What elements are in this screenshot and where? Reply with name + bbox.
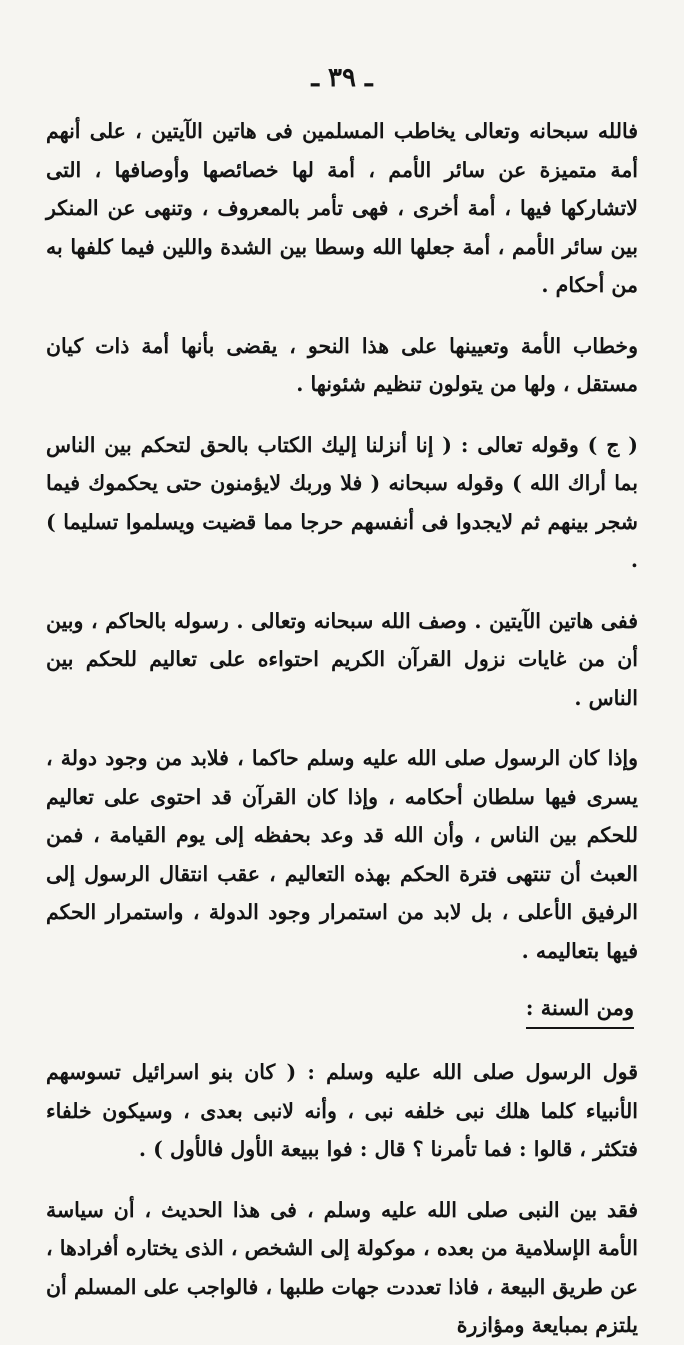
paragraph-state-continuity: وإذا كان الرسول صلى الله عليه وسلم حاكما ، فلابد من وجود دولة ، يسرى فيها سلطان أحكامه ، وإذا كان القرآن قد احتوى على تعاليم للحكم بين الناس ، وأن الله قد وعد بحفظه إلى يوم القيامة ، فمن العبث أن تنتهى فترة الحكم بهذه التعاليم ، عقب انتقال الرسول إلى الرفيق الأعلى ، بل لابد من استمرار وجود الدولة ، واستمرار الحكم فيها بتعاليمه . <box>46 746 638 963</box>
paragraph-nation-address: وخطاب الأمة وتعيينها على هذا النحو ، يقضى بأنها أمة ذات كيان مستقل ، ولها من يتولون تنظيم شئونها . <box>46 333 638 396</box>
paragraph-verse-judgement: ( ج ) وقوله تعالى : ( إنا أنزلنا إليك الكتاب بالحق لتحكم بين الناس بما أراك الله ) وقوله سبحانه ( فلا وربك لايؤمنون حتى يحكموك فيما شجر بينهم ثم لايجدوا فى أنفسهم حرجا مما قضيت ويسلموا تسليما ) . <box>46 432 638 572</box>
paragraph-prophet-ruler: ففى هاتين الآيتين . وصف الله سبحانه وتعالى . رسوله بالحاكم ، وبين أن من غايات نزول القرآن الكريم احتواءه على تعاليم للحكم بين الناس . <box>46 608 638 710</box>
paragraph-hadith: قول الرسول صلى الله عليه وسلم : ( كان بنو اسرائيل تسوسهم الأنبياء كلما هلك نبى خلفه نبى ، وأنه لانبى بعدى ، وسيكون خلفاء فتكثر ، قالوا : فما تأمرنا ؟ قال : فوا ببيعة الأول فالأول ) . <box>46 1060 638 1161</box>
section-heading-wrap <box>46 992 638 1029</box>
paragraph-hadith-explanation: فقد بين النبى صلى الله عليه وسلم ، فى هذا الحديث ، أن سياسة الأمة الإسلامية من بعده ، موكولة إلى الشخص ، الذى يختاره أفرادها ، عن طريق البيعة ، فاذا تعددت جهات طلبها ، فالواجب على المسلم أن يلتزم بمبايعة ومؤازرة <box>46 1197 638 1337</box>
section-heading-sunnah: ومن السنة : <box>526 992 634 1029</box>
page-number: ـ ٣٩ ـ <box>311 63 373 93</box>
paragraph-verses-commentary: فالله سبحانه وتعالى يخاطب المسلمين فى هاتين الآيتين ، على أنهم أمة متميزة عن سائر الأمم ، أمة لها خصائصها وأوصافها ، التى لاتشاركها فيها ، أمة أخرى ، فهى تأمر بالمعروف ، وتنهى عن المنكر بين سائر الأمم ، أمة جعلها الله وسطا بين الشدة واللين فيما كلفها به من أحكام . <box>46 119 638 297</box>
